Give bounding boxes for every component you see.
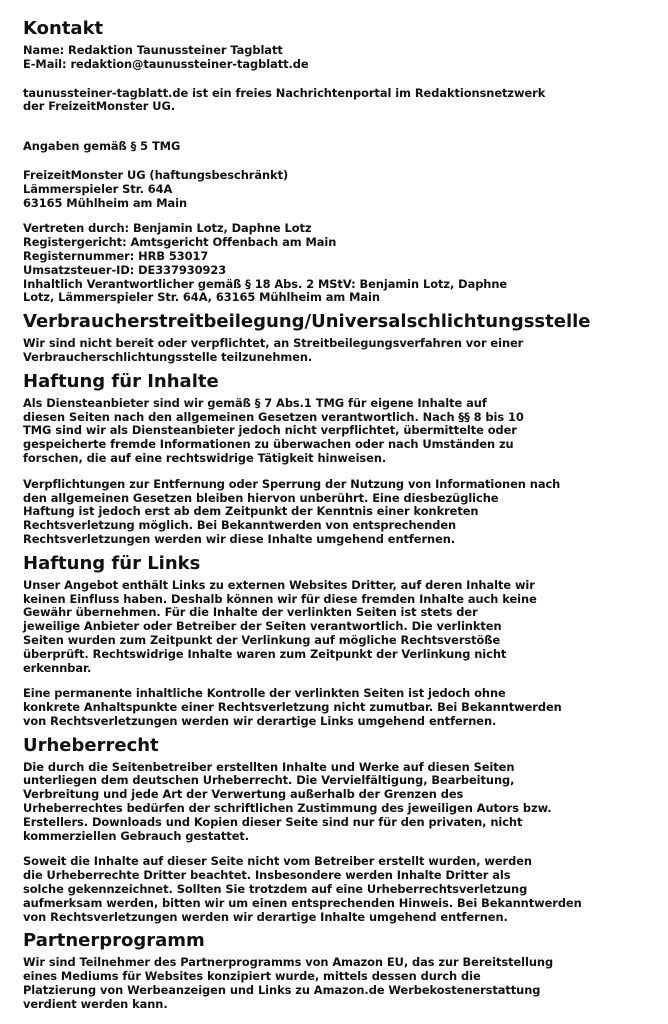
heading-verbraucher: Verbraucherstreitbeilegung/Universalschlichtungsstelle bbox=[23, 311, 591, 333]
haftung-inhalte-paragraph-2: Verpflichtungen zur Entfernung oder Sperrung der Nutzung von Informationen nach den allgemeinen Gesetzen bleiben hiervon unberührt. Eine diesbezügliche Haftung ist jedoch erst ab dem Zeitpunkt der Kenntnis einer konkreten Rechtsverletzung möglich. Bei Bekanntwerden von entsprechenden Rechtsverletzungen werden wir diese Inhalte umgehend entfernen. bbox=[23, 476, 561, 546]
verbraucher-paragraph: Wir sind nicht bereit oder verpflichtet, an Streitbeilegungsverfahren vor einer Verbraucherschlichtungsstelle teilzunehmen. bbox=[23, 336, 524, 364]
partnerprogramm-paragraph: Wir sind Teilnehmer des Partnerprogramms von Amazon EU, das zur Bereitstellung eines Mediums für Websites konzipiert wurde, mittels dessen durch die Platzierung von Werbeanzeigen und Links zu Amazon.de Werbekostenerstattung verdient werden kann. bbox=[23, 955, 554, 1011]
urheberrecht-paragraph-1: Die durch die Seitenbetreiber erstellten Inhalte und Werke auf diesen Seiten unterliegen dem deutschen Urheberrecht. Die Vervielfältigung, Bearbeitung, Verbreitung und jede Art der Verwertung außerhalb der Grenzen des Urheberrechtes bedürfen der schriftlichen Zustimmung des jeweiligen Autors bzw. Erstellers. Downloads und Kopien dieser Seite sind nur für den privaten, nicht kommerziellen Gebrauch gestattet. bbox=[23, 759, 552, 843]
contact-lines: Name: Redaktion Taunussteiner Tagblatt E-Mail: redaktion@taunussteiner-tagblatt.de bbox=[23, 43, 309, 71]
heading-kontakt: Kontakt bbox=[23, 18, 104, 39]
heading-partnerprogramm: Partnerprogramm bbox=[23, 930, 205, 952]
section-haftung-links bbox=[23, 553, 646, 729]
section-haftung-inhalte bbox=[23, 371, 646, 547]
section-partnerprogramm bbox=[23, 930, 646, 1011]
section-urheberrecht bbox=[23, 735, 646, 925]
haftung-inhalte-paragraph-1: Als Diensteanbieter sind wir gemäß § 7 Abs.1 TMG für eigene Inhalte auf diesen Seiten nach den allgemeinen Gesetzen verantwortlich. Nach §§ 8 bis 10 TMG sind wir als Diensteanbieter jedoch nicht verpflichtet, übermittelte oder gespeicherte fremde Informationen zu überwachen oder nach Umständen zu forschen, die auf eine rechtswidrige Tätigkeit hinweisen. bbox=[23, 395, 524, 465]
section-kontakt bbox=[23, 18, 646, 305]
registry-info: Vertreten durch: Benjamin Lotz, Daphne Lotz Registergericht: Amtsgericht Offenbach am Main Registernummer: HRB 53017 Umsatzsteuer-ID: DE337930923 Inhaltlich Verantwortlicher gemäß § 18 Abs. 2 MStV: Benjamin Lotz, Daphne Lotz, Lämmerspieler Str. 64A, 63165 Mühlheim am Main bbox=[23, 221, 508, 305]
urheberrecht-paragraph-2: Soweit die Inhalte auf dieser Seite nicht vom Betreiber erstellt wurden, werden die Urheberrechte Dritter beachtet. Insbesondere werden Inhalte Dritter als solche gekennzeichnet. Sollten Sie trotzdem auf eine Urheberrechtsverletzung aufmerksam werden, bitten wir um einen entsprechenden Hinweis. Bei Bekanntwerden von Rechtsverletzungen werden wir derartige Inhalte umgehend entfernen. bbox=[23, 854, 582, 924]
heading-haftung-links: Haftung für Links bbox=[23, 552, 201, 574]
tmg-heading: Angaben gemäß § 5 TMG bbox=[23, 139, 181, 154]
heading-haftung-inhalte: Haftung für Inhalte bbox=[23, 370, 219, 392]
intro-text: taunussteiner-tagblatt.de ist ein freies Nachrichtenportal im Redaktionsnetzwerk der FreizeitMonster UG. bbox=[23, 85, 546, 114]
haftung-links-paragraph-1: Unser Angebot enthält Links zu externen Websites Dritter, auf deren Inhalte wir keinen Einfluss haben. Deshalb können wir für diese fremden Inhalte auch keine Gewähr übernehmen. Für die Inhalte der verlinkten Seiten ist stets der jeweilige Anbieter oder Betreiber der Seiten verantwortlich. Die verlinkten Seiten wurden zum Zeitpunkt der Verlinkung auf mögliche Rechtsverstöße überprüft. Rechtswidrige Inhalte waren zum Zeitpunkt der Verlinkung nicht erkennbar. bbox=[23, 577, 537, 675]
haftung-links-paragraph-2: Eine permanente inhaltliche Kontrolle der verlinkten Seiten ist jedoch ohne konkrete Anhaltspunkte einer Rechtsverletzung nicht zumutbar. Bei Bekanntwerden von Rechtsverletzungen werden wir derartige Links umgehend entfernen. bbox=[23, 686, 562, 728]
heading-urheberrecht: Urheberrecht bbox=[23, 734, 159, 756]
company-address: FreizeitMonster UG (haftungsbeschränkt) Lämmerspieler Str. 64A 63165 Mühlheim am Main bbox=[23, 167, 289, 210]
section-verbraucher bbox=[23, 311, 646, 365]
